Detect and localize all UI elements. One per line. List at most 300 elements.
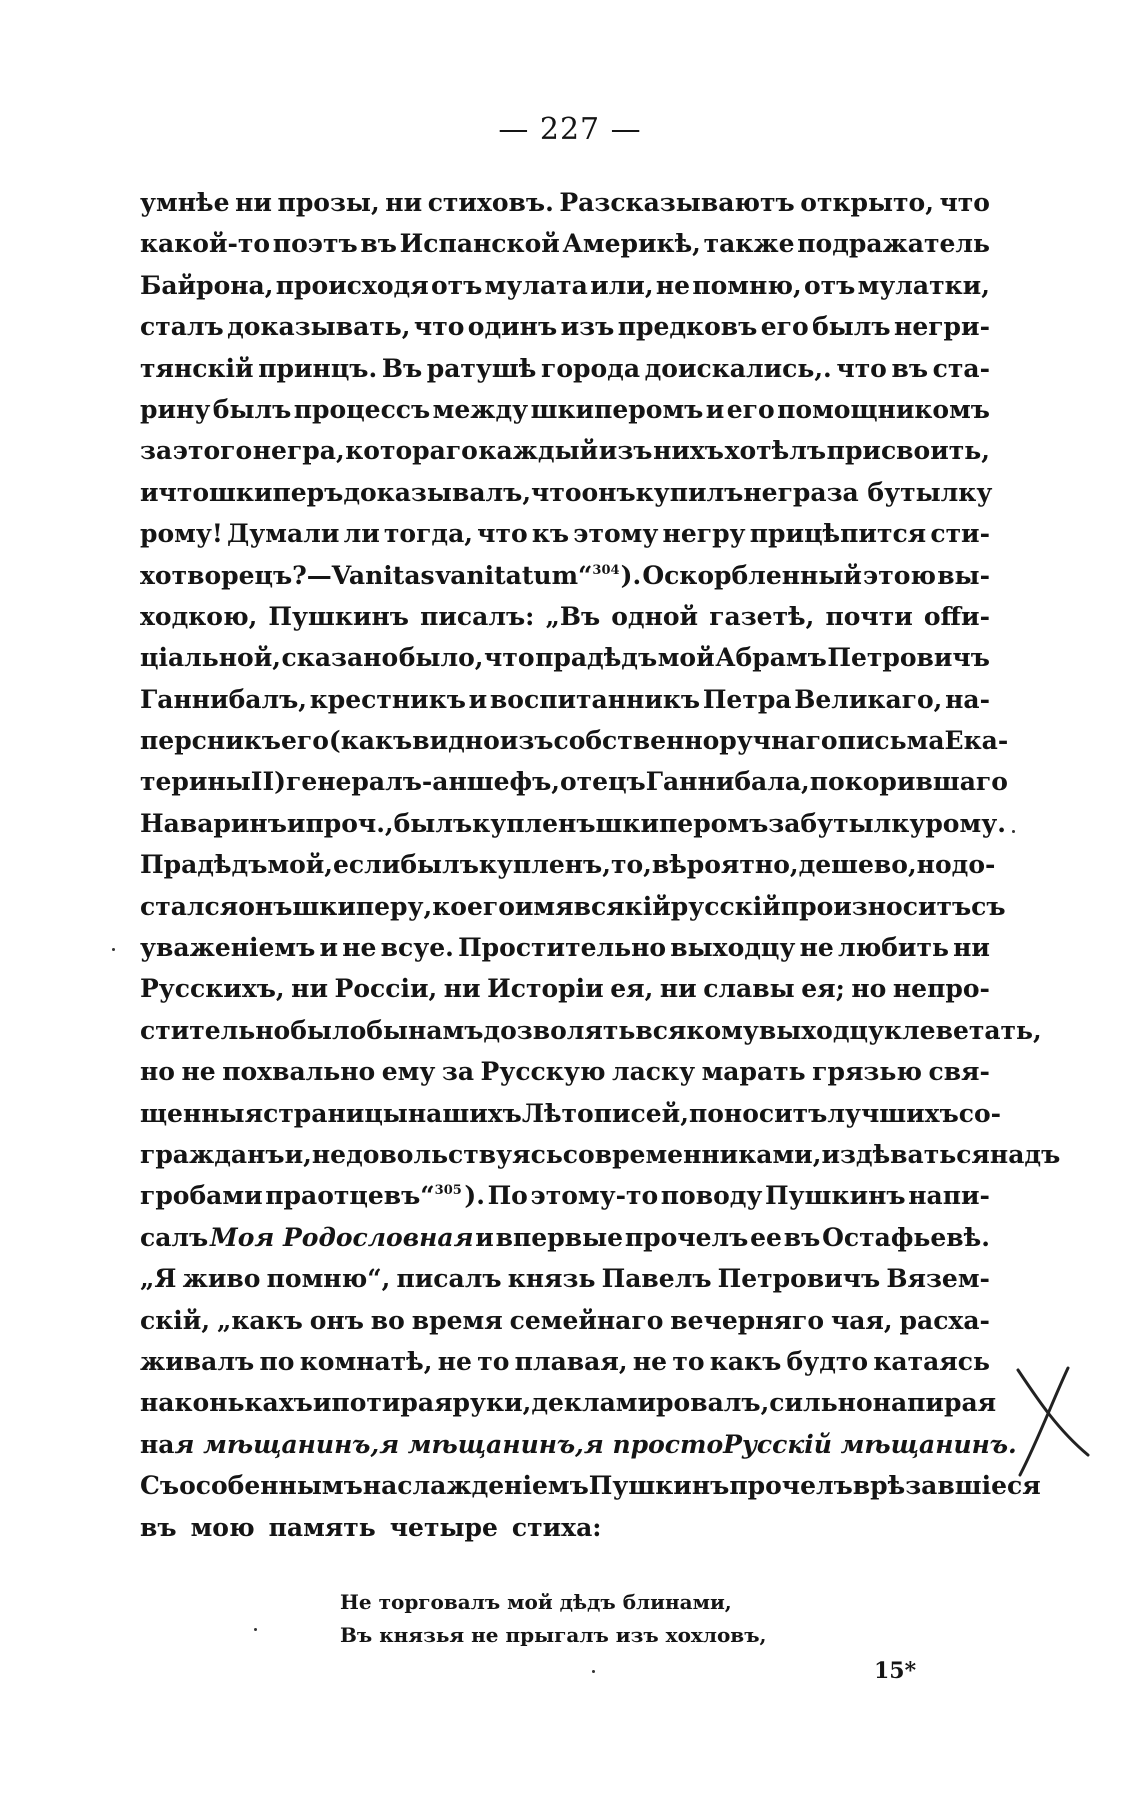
- word: шкиперу,: [292, 891, 433, 921]
- word: марать: [701, 1057, 806, 1087]
- text-line: [140, 761, 1008, 802]
- word: князь: [507, 1264, 596, 1294]
- word: присвоить,: [826, 436, 990, 466]
- word: Пушкинъ: [268, 601, 409, 631]
- word: свя-: [928, 1057, 990, 1087]
- word: этою: [863, 560, 937, 590]
- word: купленъ: [472, 808, 596, 838]
- text-line: [140, 1300, 990, 1341]
- word: ни: [659, 974, 697, 1004]
- word: подражатель: [797, 229, 990, 259]
- text-line: [140, 1465, 1041, 1506]
- word: хотворецъ?—Vanitas: [140, 560, 435, 590]
- word: Ганнибала,: [645, 767, 810, 797]
- word: наслажденіемъ: [362, 1471, 589, 1501]
- word: ее: [750, 1222, 782, 1252]
- word: и,: [284, 1139, 312, 1169]
- word: Байрона,: [140, 270, 274, 300]
- word: [265, 1175, 462, 1216]
- word: что: [939, 188, 990, 217]
- word: прочелъ: [729, 1471, 853, 1501]
- margin-cross-mark-icon: [1008, 1360, 1098, 1480]
- word: всуе.: [380, 933, 454, 963]
- word: не: [437, 1346, 472, 1376]
- word: „какъ: [216, 1305, 303, 1335]
- word: страницы: [263, 1098, 408, 1128]
- word: мою: [190, 1512, 255, 1542]
- word: „Въ: [545, 601, 601, 631]
- word: какой-то: [140, 229, 271, 259]
- word: щенныя: [140, 1098, 264, 1128]
- word: (какъ: [328, 726, 413, 756]
- word: особеннымъ: [179, 1471, 363, 1501]
- word: онъ: [309, 1305, 364, 1335]
- poem-quote: [340, 1586, 840, 1652]
- word: чая,: [830, 1305, 893, 1335]
- word: врѣзавшіеся: [852, 1471, 1041, 1501]
- speck: [1012, 830, 1015, 833]
- word: Простительно: [458, 933, 667, 963]
- word: дозволять: [483, 1015, 636, 1045]
- word: въ: [360, 229, 397, 259]
- word: напи-: [908, 1181, 990, 1211]
- word: нашихъ: [407, 1098, 522, 1128]
- word: Съ: [140, 1471, 180, 1501]
- word: Испанской: [399, 229, 560, 259]
- word: Ганнибалъ,: [140, 684, 307, 714]
- word: негра,: [252, 436, 345, 466]
- text-line: [140, 1093, 1002, 1134]
- word: Америкѣ,: [562, 229, 701, 259]
- word: изъ: [499, 726, 554, 756]
- word: поноситъ: [688, 1098, 828, 1128]
- word: на-: [945, 684, 990, 714]
- word: Павелъ: [601, 1264, 712, 1294]
- word: но: [916, 850, 952, 880]
- word: проч.,: [305, 808, 394, 838]
- word: Абрамъ: [715, 643, 827, 673]
- page-number: — 227 —: [498, 112, 642, 147]
- word: гражданъ: [140, 1139, 285, 1169]
- word: стительно: [140, 1015, 291, 1045]
- word: воспитанникъ: [489, 684, 701, 714]
- word: надъ: [989, 1139, 1061, 1169]
- word: города: [541, 353, 641, 383]
- word: ходкою,: [140, 601, 258, 631]
- text-line: [140, 1175, 990, 1216]
- word: этому: [573, 519, 659, 549]
- text-line: [140, 637, 990, 678]
- word: потирая: [331, 1388, 453, 1418]
- signature-mark: 15*: [874, 1658, 917, 1684]
- word: доискались,.: [644, 353, 832, 383]
- word: ).: [620, 560, 642, 590]
- word: ему: [381, 1057, 436, 1087]
- word: въ: [783, 1222, 821, 1252]
- word: что: [158, 477, 210, 507]
- word: прицѣпится: [749, 519, 927, 549]
- word: Оскорбленный: [642, 560, 862, 590]
- text-line: [140, 1424, 1017, 1465]
- speck: [254, 1628, 257, 1631]
- text-line: [140, 968, 990, 1009]
- word: былъ: [400, 850, 479, 880]
- poem-line: Не торговалъ мой дѣдъ блинами,: [340, 1590, 732, 1614]
- word: выходцу: [758, 1015, 884, 1045]
- word: ея;: [801, 974, 845, 1004]
- text-line: [140, 306, 990, 347]
- word: ).: [464, 1181, 485, 1211]
- word: ни: [291, 974, 329, 1004]
- text-line: [140, 555, 990, 596]
- word: Русскихъ,: [140, 974, 285, 1004]
- word: если: [333, 850, 401, 880]
- word: декламировалъ,: [531, 1388, 770, 1418]
- word: живалъ: [140, 1346, 255, 1376]
- italic-word: я мѣщанинъ,: [379, 1429, 584, 1459]
- word: коего: [432, 891, 515, 921]
- word: Въ: [381, 353, 423, 383]
- word: вы-: [937, 560, 990, 590]
- word: ни: [443, 974, 481, 1004]
- word: хотѣлъ: [724, 436, 827, 466]
- word: Петровичъ: [827, 643, 990, 673]
- word: и: [312, 1388, 332, 1418]
- word: принцъ.: [258, 353, 378, 383]
- word: Лѣтописей,: [521, 1098, 689, 1128]
- word: покорившаго: [809, 767, 1008, 797]
- word: не: [311, 1139, 347, 1169]
- footnote-ref: 304: [592, 562, 620, 578]
- text-line: [140, 886, 1006, 927]
- word: стиховъ.: [427, 188, 554, 217]
- word: помню“,: [266, 1264, 391, 1294]
- text-line: [140, 803, 1006, 844]
- word: отъ: [430, 270, 483, 300]
- word: непро-: [892, 974, 990, 1004]
- word: его: [760, 312, 809, 342]
- word: ратушѣ: [426, 353, 537, 383]
- word: комнатѣ,: [299, 1346, 433, 1376]
- word: „Я: [140, 1264, 177, 1294]
- word: за: [441, 1057, 475, 1087]
- word: будто: [786, 1346, 869, 1376]
- word: Остафьевѣ.: [822, 1222, 990, 1252]
- word: во: [370, 1305, 405, 1335]
- word: помощникомъ: [777, 394, 990, 424]
- word: лучшихъ: [827, 1098, 959, 1128]
- word: плавая,: [514, 1346, 628, 1376]
- word: не: [342, 933, 377, 963]
- word: ли: [343, 519, 380, 549]
- word: семейнаго: [509, 1305, 664, 1335]
- word: Исторіи: [487, 974, 604, 1004]
- word: произноситъ: [780, 891, 972, 921]
- word: было: [290, 1015, 367, 1045]
- word: видно: [412, 726, 500, 756]
- word: одинъ: [467, 312, 558, 342]
- word: негру: [662, 519, 746, 549]
- word: ни: [385, 188, 423, 217]
- word: доказывать,: [227, 312, 411, 342]
- word: сказано: [281, 643, 399, 673]
- word: вѣроятно,: [651, 850, 799, 880]
- word: ласку: [611, 1057, 696, 1087]
- word: и: [468, 684, 488, 714]
- italic-word: я просто: [583, 1429, 724, 1459]
- word: крестникъ: [309, 684, 466, 714]
- word: и: [140, 477, 159, 507]
- word: мулатки,: [857, 270, 990, 300]
- word: до-: [951, 850, 996, 880]
- word: сильно: [769, 1388, 873, 1418]
- word: прадѣдъ: [535, 643, 658, 673]
- word: шкиперомъ: [530, 394, 704, 424]
- word: грязью: [812, 1057, 922, 1087]
- text-line: [140, 182, 990, 223]
- word: [436, 555, 620, 596]
- word-text: vanitatum“: [435, 560, 593, 590]
- text-line: [140, 1507, 990, 1548]
- word: Наваринъ: [140, 808, 287, 838]
- word: доказывалъ,: [343, 477, 532, 507]
- word: ста-: [932, 353, 990, 383]
- word: помню,: [692, 270, 802, 300]
- word: этого: [172, 436, 253, 466]
- word: катаясь: [873, 1346, 990, 1376]
- word: напирая: [872, 1388, 997, 1418]
- word: мулата: [484, 270, 588, 300]
- word: газетѣ,: [709, 601, 815, 631]
- word: купилъ: [635, 477, 744, 507]
- word: или,: [590, 270, 654, 300]
- word: что: [836, 353, 887, 383]
- word: уваженіемъ: [140, 933, 316, 963]
- word: и: [705, 394, 725, 424]
- word: дешево,: [798, 850, 917, 880]
- word: и: [286, 808, 306, 838]
- word: изъ: [560, 312, 615, 342]
- word: конькахъ: [174, 1388, 313, 1418]
- word: письма: [837, 726, 945, 756]
- word: руки,: [452, 1388, 532, 1418]
- word: его: [726, 394, 775, 424]
- word: то: [672, 1346, 705, 1376]
- word: Русскую: [480, 1057, 606, 1087]
- word: Петровичъ: [717, 1264, 881, 1294]
- word: также: [703, 229, 795, 259]
- text-line: [140, 844, 996, 885]
- word: отецъ: [560, 767, 646, 797]
- word: ни: [235, 188, 272, 217]
- word: поэтъ: [272, 229, 358, 259]
- word: не: [632, 1346, 668, 1376]
- word: изъ: [598, 436, 653, 466]
- italic-word: Моя Родословная: [210, 1222, 474, 1252]
- word: за бутылку: [826, 477, 993, 507]
- poem-line: Въ князья не прыгалъ изъ хохловъ,: [340, 1623, 767, 1647]
- italic-word: Русскій мѣщанинъ.: [723, 1429, 1017, 1459]
- word: писалъ:: [420, 601, 535, 631]
- word: Россіи,: [334, 974, 438, 1004]
- word: намъ: [408, 1015, 484, 1045]
- word: Великаго,: [794, 684, 943, 714]
- word: Пушкинъ: [588, 1471, 730, 1501]
- text-line: [140, 596, 990, 637]
- word: Думали: [227, 519, 340, 549]
- word: не: [799, 933, 834, 963]
- word: персникъ: [140, 726, 281, 756]
- word: похвально: [222, 1057, 376, 1087]
- word: По: [487, 1181, 528, 1211]
- word: но: [851, 974, 887, 1004]
- word: былъ: [212, 394, 292, 424]
- word: и: [319, 933, 339, 963]
- word: открыто,: [800, 188, 934, 217]
- word: бы: [366, 1015, 409, 1045]
- text-line: [140, 927, 990, 968]
- word: шкиперомъ: [595, 808, 769, 838]
- word: негри-: [894, 312, 990, 342]
- speck: [112, 948, 115, 951]
- word: съ: [971, 891, 1006, 921]
- word: прозы,: [277, 188, 380, 217]
- word: II): [250, 767, 286, 797]
- speck: [592, 1670, 595, 1673]
- word: расха-: [899, 1305, 990, 1335]
- word: по: [259, 1346, 295, 1376]
- word: рому.: [925, 808, 1006, 838]
- word: терины: [140, 767, 251, 797]
- word: писалъ: [396, 1264, 502, 1294]
- word: Петра: [702, 684, 792, 714]
- word: сти-: [930, 519, 990, 549]
- italic-word: я мѣщанинъ,: [174, 1429, 380, 1459]
- word: Прадѣдъ: [140, 850, 268, 880]
- word: салъ: [140, 1222, 209, 1252]
- word: онъ: [238, 891, 293, 921]
- text-line: [140, 1341, 990, 1382]
- body-text: [140, 182, 1061, 1548]
- word: что: [413, 312, 465, 342]
- text-line: [140, 1258, 990, 1299]
- word: offи-: [923, 601, 990, 631]
- word: имя: [514, 891, 574, 921]
- word: нихъ: [653, 436, 724, 466]
- word: генералъ-аншефъ,: [286, 767, 560, 797]
- word: за: [768, 808, 801, 838]
- word: со-: [958, 1098, 1002, 1128]
- word: то,: [610, 850, 652, 880]
- word: стался: [140, 891, 239, 921]
- word: всякому: [635, 1015, 759, 1045]
- word: ея,: [610, 974, 654, 1004]
- word: что: [477, 519, 528, 549]
- word: на: [140, 1388, 175, 1418]
- word: рому!: [140, 519, 223, 549]
- word-text: праотцевъ“: [265, 1181, 435, 1211]
- word: каждый: [478, 436, 599, 466]
- word: память: [268, 1512, 376, 1542]
- word: мой,: [267, 850, 334, 880]
- word: поводу: [660, 1181, 763, 1211]
- text-line: [140, 1217, 990, 1258]
- word: не: [655, 270, 691, 300]
- footnote-ref: 305: [434, 1183, 462, 1199]
- text-line: [140, 1134, 1061, 1175]
- word: было,: [398, 643, 484, 673]
- word: Вязем-: [886, 1264, 990, 1294]
- word: процессъ: [293, 394, 431, 424]
- word: не: [181, 1057, 216, 1087]
- word: стиха:: [511, 1512, 602, 1542]
- word: время: [411, 1305, 503, 1335]
- word: четыре: [389, 1512, 498, 1542]
- word: современниками,: [562, 1139, 822, 1169]
- word: былъ: [393, 808, 473, 838]
- word: его: [280, 726, 329, 756]
- text-line: [140, 1051, 990, 1092]
- word: сталъ: [140, 312, 224, 342]
- word: но: [140, 1057, 175, 1087]
- word: бутылку: [800, 808, 926, 838]
- word: клеветать,: [884, 1015, 1042, 1045]
- text-line: [140, 348, 990, 389]
- text-line: [140, 472, 993, 513]
- text-line: [140, 513, 990, 554]
- word: купленъ,: [478, 850, 611, 880]
- word: этому-то: [530, 1181, 659, 1211]
- word: одной: [611, 601, 699, 631]
- word: Пушкинъ: [765, 1181, 906, 1211]
- word: ни: [953, 933, 990, 963]
- text-line: [140, 430, 990, 471]
- word: вечерняго: [670, 1305, 825, 1335]
- word: что: [484, 643, 535, 673]
- text-line: [140, 679, 990, 720]
- word: негра: [743, 477, 827, 507]
- text-line: [140, 1382, 997, 1423]
- text-line: [140, 265, 990, 306]
- text-line: [140, 223, 990, 264]
- word: отъ: [803, 270, 856, 300]
- word: всякій: [573, 891, 671, 921]
- word: котораго: [345, 436, 478, 466]
- word: издѣваться: [821, 1139, 990, 1169]
- text-line: [140, 1010, 1042, 1051]
- word: за: [140, 436, 173, 466]
- word: впервые: [495, 1222, 624, 1252]
- text-line: [140, 389, 990, 430]
- word: между: [432, 394, 529, 424]
- word: скій,: [140, 1305, 211, 1335]
- word: умнѣе: [140, 188, 230, 217]
- word: гробами: [140, 1181, 263, 1211]
- word: тянскій: [140, 353, 254, 383]
- word: онъ: [581, 477, 636, 507]
- word: живо: [182, 1264, 261, 1294]
- word: рину: [140, 394, 211, 424]
- word: шкиперъ: [209, 477, 344, 507]
- word: былъ: [812, 312, 891, 342]
- word: довольствуясь: [346, 1139, 563, 1169]
- word: русскій: [670, 891, 781, 921]
- word: въ: [140, 1512, 177, 1542]
- word: славы: [703, 974, 795, 1004]
- word: ціальной,: [140, 643, 281, 673]
- word: тогда,: [383, 519, 473, 549]
- word: почти: [825, 601, 913, 631]
